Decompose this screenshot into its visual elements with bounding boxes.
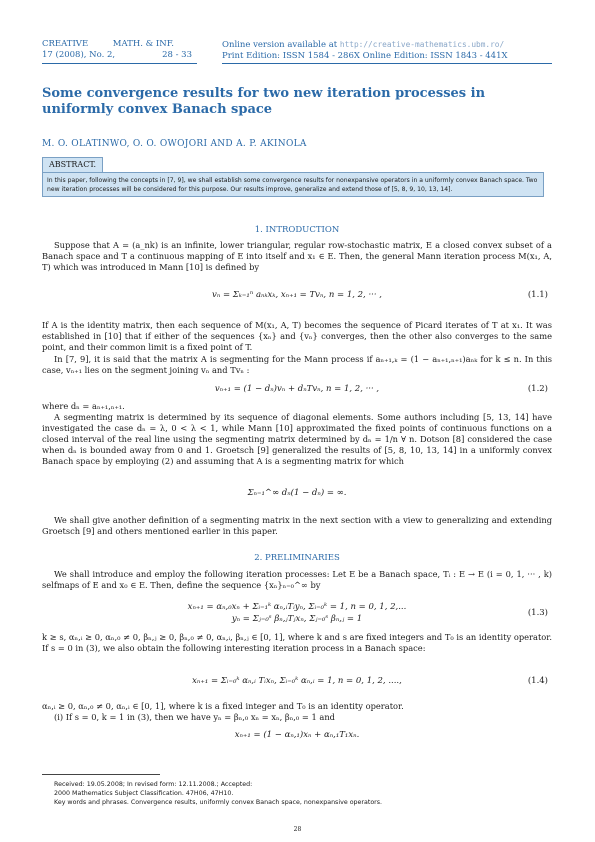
- paragraph-6: We shall give another definition of a segmenting matrix in the next section with a view to generalizing and extending Groetsch [9] and others mentioned earlier in this paper.: [42, 515, 552, 536]
- header-rule-left: [42, 63, 197, 64]
- paper-authors: M. O. OLATINWO, O. O. OWOJORI AND A. P. AKINOLA: [42, 139, 307, 149]
- journal-header: [42, 39, 192, 61]
- abstract-label: ABSTRACT.: [42, 157, 103, 173]
- equation-1-2: vₙ₊₁ = (1 − dₙ)vₙ + dₙTvₙ, n = 1, 2, ··· ,: [214, 384, 380, 394]
- section-heading-introduction: 1. INTRODUCTION: [254, 225, 340, 235]
- equation-1-3-line-2: yₙ = Σⱼ₌₀ˢ βₙ,ⱼTⱼxₙ, Σⱼ₌₀ˢ βₙ,ⱼ = 1: [231, 614, 363, 624]
- abstract-text: In this paper, following the concepts in [7, 9], we shall establish some convergence results for nonexpansive operators in a uniformly convex Banach space. Two new iteration processes will be considered for this purpose. Our results improve, generalize and extend those of [5, 8, 9, 10, 13, 14].: [42, 172, 544, 197]
- footnote-received: Received: 19.05.2008; In revised form: 12.11.2008.; Accepted:: [54, 781, 253, 788]
- footnote-keywords: Key words and phrases. Convergence results, uniformly convex Banach space, nonexpansive operators.: [54, 799, 383, 806]
- paper-title: Some convergence results for two new iteration processes in uniformly convex Banach space: [42, 86, 486, 117]
- page-number: 28: [293, 826, 302, 833]
- issn-line: Print Edition: ISSN 1584 - 286X Online Edition: ISSN 1843 - 441X: [222, 51, 508, 61]
- footnote: [54, 780, 382, 807]
- paragraph-9: αₙ,ᵢ ≥ 0, αₙ,₀ ≠ 0, αₙ,ᵢ ∈ [0, 1], where k is a fixed integer and T₀ is an identity operator.: [42, 701, 404, 711]
- equation-number-1-1: (1.1): [527, 290, 548, 300]
- paragraph-5: A segmenting matrix is determined by its sequence of diagonal elements. Some authors including [5, 13, 14] have investigated the case dₙ = λ, 0 < λ < 1, while Mann [10] approximated the fixed points of continuous functions on a closed interval of the real line using the segmenting matrix determined by dₙ = 1/n ∀ n. Dotson [8] considered the case when dₙ is bounded away from 0 and 1. Groetsch [9] generalized the results of [5, 8, 10, 13, 14] in a uniformly convex Banach space by employing (2) and assuming that A is a segmenting matrix for which: [42, 412, 552, 466]
- paragraph-2: If A is the identity matrix, then each sequence of M(x₁, A, T) becomes the sequence of Picard iterates of T at x₁. It was established in [10] that if either of the sequences {xₙ} and {vₙ} converges, then the other also converges to the same point, and their common limit is a fixed point of T.: [42, 320, 552, 352]
- online-url-link[interactable]: http://creative-mathematics.ubm.ro/: [339, 40, 505, 49]
- journal-name: CREATIVE: [42, 39, 89, 49]
- equation-1-3-line-1: xₙ₊₁ = αₙ,₀xₙ + Σᵢ₌₁ᵏ αₙ,ᵢTᵢyₙ, Σᵢ₌₀ᵏ = 1, n = 0, 1, 2,...: [187, 602, 407, 612]
- footnote-msc: 2000 Mathematics Subject Classification. 47H06, 47H10.: [54, 790, 234, 797]
- header-rule-right: [222, 63, 552, 64]
- journal-volume: 17 (2008), No. 2,: [42, 50, 116, 60]
- online-header: [222, 39, 562, 62]
- paragraph-3: In [7, 9], it is said that the matrix A is segmenting for the Mann process if aₙ₊₁,ₖ = (1 − aₙ₊₁,ₙ₊₁)aₙₖ for k ≤ n. In this case, vₙ₊₁ lies on the segment joining vₙ and Tvₙ :: [42, 354, 552, 375]
- equation-number-1-4: (1.4): [527, 676, 548, 686]
- equation-1-4: xₙ₊₁ = Σᵢ₌₀ᵏ αₙ,ᵢ Tᵢxₙ, Σᵢ₌₀ᵏ αₙ,ᵢ = 1, n = 0, 1, 2, ....,: [192, 676, 402, 686]
- journal-pages: 28 - 33: [162, 50, 192, 60]
- paragraph-8: k ≥ s, αₙ,ᵢ ≥ 0, αₙ,₀ ≠ 0, βₙ,ⱼ ≥ 0, βₙ,₀ ≠ 0, αₙ,ᵢ, βₙ,ⱼ ∈ [0, 1], where k and s are fixed integers and T₀ is an identity operator. If s = 0 in (3), we also obtain the following interesting iteration process in a Banach space:: [42, 632, 552, 653]
- paragraph-7: We shall introduce and employ the following iteration processes: Let E be a Banach space, Tᵢ : E → E (i = 0, 1, ··· , k) selfmaps of E and x₀ ∈ E. Then, define the sequence {xₙ}ₙ₌₀^∞ by: [42, 569, 552, 590]
- section-heading-preliminaries: 2. PRELIMINARIES: [254, 553, 340, 563]
- equation-case-i: xₙ₊₁ = (1 − αₙ,₁)xₙ + αₙ,₁T₁xₙ.: [234, 730, 360, 740]
- equation-number-1-3: (1.3): [527, 608, 548, 618]
- paragraph-4: where dₙ = aₙ₊₁,ₙ₊₁.: [42, 401, 125, 411]
- online-label: Online version available at: [222, 40, 338, 50]
- paragraph-1: Suppose that A = (a_nk) is an infinite, lower triangular, regular row-stochastic matrix, E a closed convex subset of a Banach space and T a continuous mapping of E into itself and x₁ ∈ E. Then, the general Mann iteration process M(x₁, A, T) which was introduced in Mann [10] is defined by: [42, 240, 552, 272]
- equation-series: Σₙ₌₁^∞ dₙ(1 − dₙ) = ∞.: [247, 488, 347, 498]
- paragraph-10: (i) If s = 0, k = 1 in (3), then we have yₙ = βₙ,₀ xₙ = xₙ, βₙ,₀ = 1 and: [54, 712, 335, 722]
- equation-number-1-2: (1.2): [527, 384, 548, 394]
- equation-1-1: vₙ = Σₖ₌₁ⁿ aₙₖxₖ, xₙ₊₁ = Tvₙ, n = 1, 2, ··· ,: [212, 290, 382, 300]
- journal-subtitle: MATH. & INF.: [112, 39, 174, 49]
- footnote-rule: [42, 774, 160, 775]
